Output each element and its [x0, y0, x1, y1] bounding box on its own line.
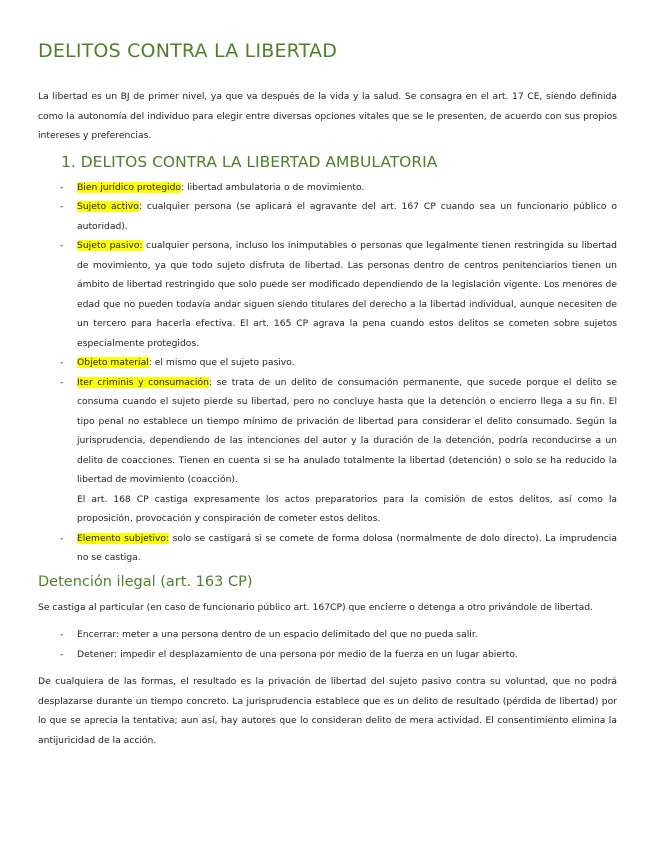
item-text: : cualquier persona (se aplicará el agravante del art. 167 CP cuando sea un funcionario público o autoridad). — [77, 201, 617, 232]
dash-bullet: - — [60, 240, 64, 251]
item-text: cualquier persona, incluso los inimputables o personas que legalmente tienen restringida su libertad de movimiento, ya que todo sujeto disfruta de libertad. Las personas dentro de centros penitenciarios tienen un ámbito de libertad restringido que solo puede ser modificado dependiendo de la legislación vigente. Los menores de edad que no pueden todavía andar siguen siendo titulares del derecho a la libertad individual, aunque necesiten de un tercero para hacerla efectiva. El art. 165 CP agrava la pena cuando estos delitos se cometen sobre sujetos especialmente protegidos. — [77, 240, 617, 349]
list-item — [60, 529, 617, 568]
highlighted-term: Iter criminis y consumación — [77, 376, 209, 388]
list-item — [60, 236, 617, 353]
detencion-list — [38, 625, 617, 664]
item-text: : el mismo que el sujeto pasivo. — [148, 357, 295, 368]
dash-bullet: - — [60, 376, 64, 388]
item-text: Encerrar: meter a una persona dentro de un espacio delimitado del que no pueda salir. — [77, 629, 478, 640]
dash-bullet: - — [60, 629, 64, 640]
list-item — [60, 197, 617, 236]
section-heading-libertad-ambulatoria: 1. DELITOS CONTRA LA LIBERTAD AMBULATORIA — [61, 152, 438, 171]
dash-bullet: - — [60, 648, 64, 660]
detencion-closing-paragraph: De cualquiera de las formas, el resultado es la privación de libertad del sujeto pasivo contra su voluntad, que no podrá desplazarse durante un tiempo concreto. La jurisprudencia establece que es un delito de resultado (pérdida de libertad) por lo que se aprecia la tentativa; aun así, hay autores que lo consideran delito de mera actividad. El consentimiento elimina la antijuricidad de la acción. — [38, 676, 617, 746]
dash-bullet: - — [60, 181, 64, 193]
highlighted-term: Sujeto pasivo: — [77, 240, 143, 251]
list-item — [60, 373, 617, 529]
item-text: solo se castigará si se comete de forma dolosa (normalmente de dolo directo). La imprudencia no se castiga. — [77, 532, 617, 563]
dash-bullet: - — [60, 532, 64, 544]
item-text: : se trata de un delito de consumación permanente, que sucede porque el delito se consuma cuando el sujeto pierde su libertad, pero no concluye hasta que la detención o encierro llega a su fin. El tipo penal no establece un tiempo mínimo de privación de libertad para considerar el delito consumado. Según la jurisprudencia, dependiendo de las intenciones del autor y la duración de la detención, podría reconducirse a un delito de coacciones. Tienen en cuenta si se ha anulado totalmente la libertad (detención) o solo se ha reducido la libertad de movimiento (coacción). — [77, 376, 617, 485]
highlighted-term: Elemento subjetivo: — [77, 532, 170, 544]
list-item — [60, 353, 617, 373]
highlighted-term: Bien jurídico protegido — [77, 181, 182, 193]
intro-paragraph: La libertad es un BJ de primer nivel, ya que va después de la vida y la salud. Se consagra en el art. 17 CE, siendo definida como la autonomía del individuo para elegir entre diversas opciones vitales que se le presenten, de acuerdo con sus propios intereses y preferencias. — [38, 91, 617, 141]
item-text: Detener: impedir el desplazamiento de una persona por medio de la fuerza en un lugar abierto. — [77, 648, 518, 660]
dash-bullet: - — [60, 357, 64, 368]
detencion-intro-paragraph: Se castiga al particular (en caso de funcionario público art. 167CP) que encierre o detenga a otro privándole de libertad. — [38, 601, 594, 613]
list-item — [60, 178, 617, 198]
highlighted-term: Sujeto activo — [77, 201, 139, 212]
list-item — [60, 645, 617, 665]
dash-bullet: - — [60, 201, 64, 212]
highlighted-term: Objeto material — [77, 357, 149, 368]
elements-list — [38, 178, 617, 568]
document-title: DELITOS CONTRA LA LIBERTAD — [38, 40, 338, 62]
list-item — [60, 625, 617, 645]
item-text: : libertad ambulatoria o de movimiento. — [181, 181, 365, 193]
section-heading-detencion-ilegal: Detención ilegal (art. 163 CP) — [38, 573, 253, 590]
item-extra-paragraph: El art. 168 CP castiga expresamente los actos preparatorios para la comisión de estos delitos, así como la proposición, provocación y conspiración de cometer estos delitos. — [77, 493, 617, 524]
